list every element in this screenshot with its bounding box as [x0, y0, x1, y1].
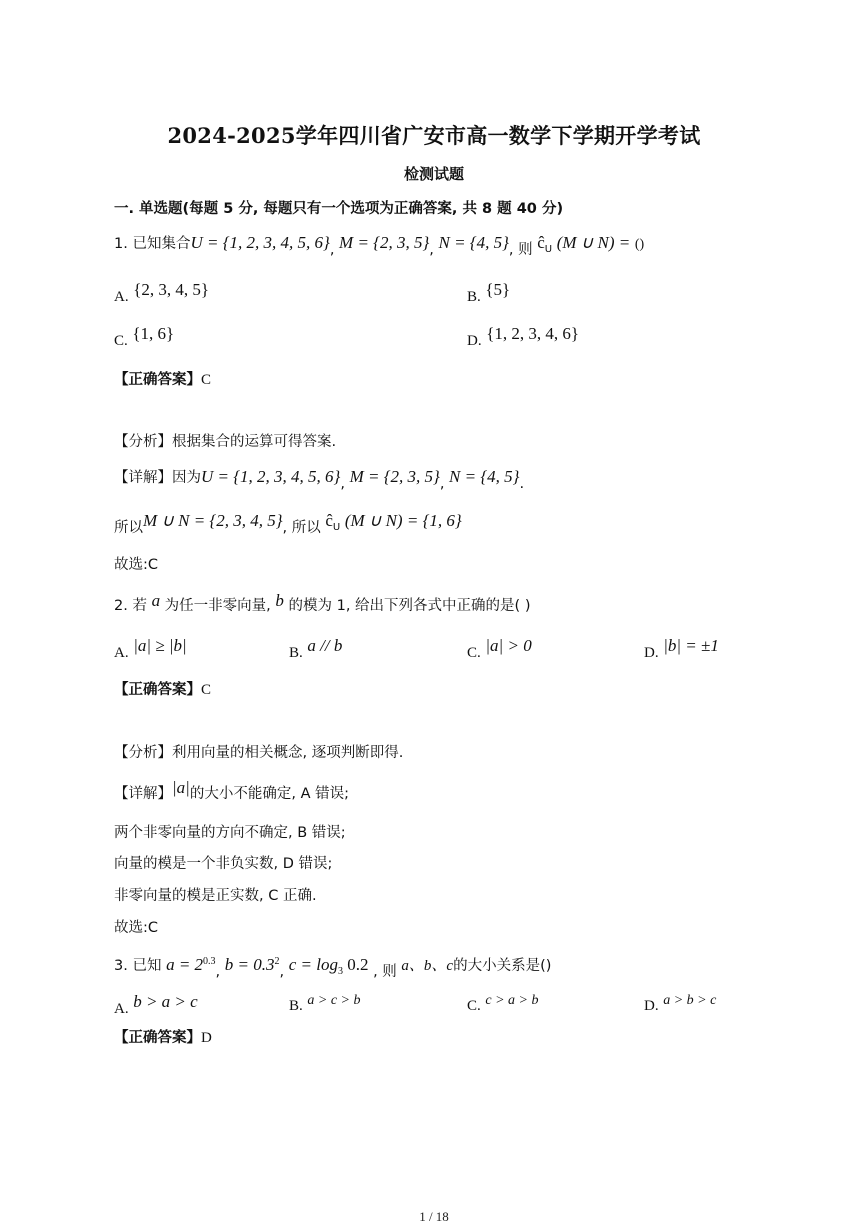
option-value: |a| ≥ |b|	[133, 636, 187, 655]
detail-prefix: 【详解】因为	[114, 470, 201, 486]
b-exponent: 2	[274, 956, 280, 968]
stem-text: 为任一非零向量,	[164, 598, 271, 614]
option-value: c > a > b	[485, 993, 539, 1008]
q1-option-a	[114, 280, 210, 305]
stem-text: 的大小关系是()	[453, 958, 552, 974]
q3-option-d	[644, 992, 717, 1014]
q1-answer	[114, 368, 211, 389]
separator: , 则	[508, 242, 533, 258]
q2-analysis: 【分析】利用向量的相关概念, 逐项判断即得.	[114, 745, 404, 761]
so-mid: , 所以	[282, 520, 321, 536]
answer-value: C	[201, 682, 212, 698]
answer-label: 【正确答案】	[114, 682, 201, 698]
q2-choose: 故选:C	[114, 920, 159, 936]
stem-text: , 则	[373, 964, 397, 980]
option-label: A.	[114, 1001, 129, 1017]
q2-option-c	[467, 636, 532, 661]
option-label: A.	[114, 289, 129, 305]
separator: ,	[329, 242, 335, 258]
question-number: 1.	[114, 236, 128, 252]
set-m-formula: M = {2, 3, 5}	[339, 233, 430, 252]
option-label: B.	[289, 645, 303, 661]
option-label: B.	[289, 998, 303, 1014]
c-formula: c = log	[288, 955, 338, 974]
option-label: C.	[114, 333, 128, 349]
option-value: {5}	[485, 280, 511, 299]
q1-analysis: 【分析】根据集合的运算可得答案.	[114, 434, 337, 450]
q2-answer	[114, 678, 211, 699]
stem-text: 的模为 1, 给出下列各式中正确的是( )	[288, 598, 531, 614]
q2-option-a	[114, 636, 187, 661]
q1-option-d	[467, 324, 580, 349]
complement-expression: (M ∪ N) =	[556, 233, 631, 252]
vector-b: b	[275, 591, 284, 610]
separator: ,	[439, 476, 445, 492]
a-exponent: 0.3	[203, 956, 216, 968]
option-label: D.	[467, 333, 482, 349]
separator: .	[519, 476, 525, 492]
q3-option-c	[467, 992, 539, 1014]
question-2-stem	[114, 591, 531, 615]
detail-prefix: 【详解】	[114, 786, 172, 802]
stem-text: 已知	[132, 958, 162, 974]
option-label: C.	[467, 645, 481, 661]
q1-conclusion	[114, 510, 462, 536]
answer-value: C	[201, 372, 212, 388]
log-base: 3	[337, 965, 343, 977]
variables: a、b、c	[401, 958, 454, 974]
answer-value: D	[201, 1030, 212, 1046]
b-formula: b = 0.3	[224, 955, 275, 974]
separator: ,	[429, 242, 434, 258]
q3-option-a	[114, 992, 198, 1017]
option-value: b > a > c	[133, 992, 198, 1011]
option-label: B.	[467, 289, 481, 305]
q1-detail	[114, 466, 525, 492]
complement-symbol: ĉ	[325, 511, 333, 530]
q1-option-b	[467, 280, 511, 305]
page-number: 1 / 18	[419, 1209, 449, 1224]
page-title: 2024-2025学年四川省广安市高一数学下学期开学考试	[167, 123, 701, 148]
union-formula: M ∪ N = {2, 3, 4, 5}	[143, 511, 283, 530]
q2-option-b	[289, 636, 343, 661]
log-argument: 0.2	[342, 955, 369, 974]
separator: ,	[279, 964, 285, 980]
option-value: {1, 6}	[132, 324, 175, 343]
separator: ,	[340, 476, 345, 492]
option-label: D.	[644, 998, 659, 1014]
option-label: A.	[114, 645, 129, 661]
set-u-formula: U = {1, 2, 3, 4, 5, 6}	[190, 233, 330, 252]
question-number: 2.	[114, 598, 128, 614]
so-prefix: 所以	[114, 520, 143, 536]
complement-subscript: U	[544, 243, 553, 255]
q2-detail	[114, 778, 349, 803]
option-value: a > b > c	[663, 993, 717, 1008]
set-n-formula: N = {4, 5}	[438, 233, 509, 252]
a-formula: a = 2	[166, 955, 204, 974]
q1-choose: 故选:C	[114, 557, 159, 573]
question-3-stem	[114, 954, 552, 980]
option-value: |b| = ±1	[663, 636, 719, 655]
q1-option-c	[114, 324, 175, 349]
set-n-formula: N = {4, 5}	[449, 467, 520, 486]
answer-label: 【正确答案】	[114, 372, 201, 388]
stem-text: 已知集合	[132, 236, 191, 252]
q2-detail-line-4: 非零向量的模是正实数, C 正确.	[114, 888, 317, 904]
answer-label: 【正确答案】	[114, 1030, 201, 1046]
option-label: D.	[644, 645, 659, 661]
option-value: {1, 2, 3, 4, 6}	[486, 324, 580, 343]
option-value: a // b	[307, 636, 343, 655]
q2-detail-line-3: 向量的模是一个非负实数, D 错误;	[114, 856, 333, 872]
option-value: {2, 3, 4, 5}	[133, 280, 210, 299]
set-u-formula: U = {1, 2, 3, 4, 5, 6}	[201, 467, 341, 486]
separator: ,	[215, 964, 221, 980]
complement-subscript: U	[332, 521, 341, 533]
question-number: 3.	[114, 958, 128, 974]
stem-text: 若	[132, 598, 147, 614]
set-m-formula: M = {2, 3, 5}	[349, 467, 440, 486]
q2-detail-line-2: 两个非零向量的方向不确定, B 错误;	[114, 825, 346, 841]
section-heading: 一. 单选题(每题 5 分, 每题只有一个选项为正确答案, 共 8 题 40 分)	[114, 201, 564, 217]
q2-option-d	[644, 636, 719, 661]
question-1-stem	[114, 232, 645, 258]
answer-blank: ()	[634, 237, 645, 252]
option-value: |a| > 0	[485, 636, 532, 655]
vector-a: a	[151, 591, 161, 610]
q3-option-b	[289, 992, 361, 1014]
option-value: a > c > b	[307, 993, 361, 1008]
option-label: C.	[467, 998, 481, 1014]
complement-result: (M ∪ N) = {1, 6}	[344, 511, 462, 530]
abs-a-formula: |a|	[172, 778, 190, 797]
page-subtitle: 检测试题	[403, 165, 464, 183]
complement-symbol: ĉ	[537, 233, 545, 252]
detail-text: 的大小不能确定, A 错误;	[189, 786, 349, 802]
q3-answer	[114, 1026, 212, 1047]
